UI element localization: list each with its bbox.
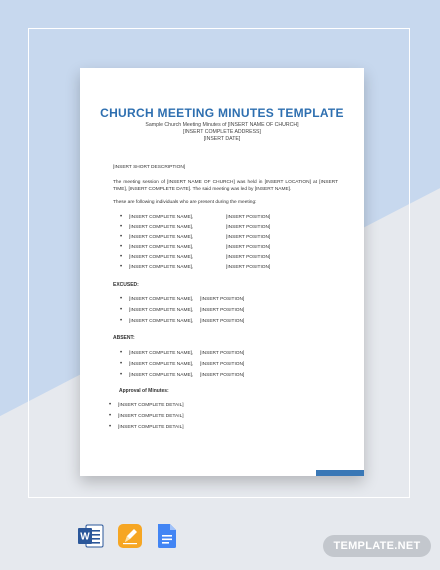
bullet: • bbox=[109, 424, 112, 430]
member-name: [INSERT COMPLETE NAME], bbox=[129, 255, 194, 260]
bullet: • bbox=[120, 234, 123, 240]
absent-label: ABSENT: bbox=[113, 335, 135, 341]
meeting-paragraph: The meeting session of [INSERT NAME OF CHURCH] was held in [INSERT LOCATION] at [INSERT TIME], [INSERT COMPLETE DATE]. The said meeting was led by [INSERT NAME]. bbox=[113, 180, 338, 192]
bullet: • bbox=[120, 318, 123, 324]
approval-detail: [INSERT COMPLETE DETAIL] bbox=[118, 425, 184, 430]
document-title: CHURCH MEETING MINUTES TEMPLATE bbox=[100, 106, 344, 120]
bullet: • bbox=[109, 413, 112, 419]
present-intro: These are following individuals who are present during the meeting: bbox=[113, 200, 257, 205]
bullet: • bbox=[120, 214, 123, 220]
bullet: • bbox=[120, 361, 123, 367]
member-name: [INSERT COMPLETE NAME], bbox=[129, 215, 194, 220]
member-name: [INSERT COMPLETE NAME], bbox=[129, 319, 194, 324]
member-position: [INSERT POSITION] bbox=[226, 255, 271, 260]
bullet: • bbox=[120, 307, 123, 313]
short-description: [INSERT SHORT DESCRIPTION] bbox=[113, 165, 186, 170]
approval-detail: [INSERT COMPLETE DETAIL] bbox=[118, 414, 184, 419]
google-docs-icon[interactable] bbox=[157, 524, 177, 548]
document-page bbox=[80, 68, 364, 476]
template-net-watermark: TEMPLATE.NET bbox=[323, 535, 431, 557]
svg-text:W: W bbox=[80, 531, 90, 543]
member-position: [INSERT POSITION] bbox=[200, 308, 245, 313]
pages-icon[interactable] bbox=[118, 524, 142, 548]
bullet: • bbox=[120, 296, 123, 302]
bullet: • bbox=[109, 402, 112, 408]
member-name: [INSERT COMPLETE NAME], bbox=[129, 308, 194, 313]
member-position: [INSERT POSITION] bbox=[226, 265, 271, 270]
subtitle-line: [INSERT DATE] bbox=[203, 136, 241, 142]
member-name: [INSERT COMPLETE NAME], bbox=[129, 225, 194, 230]
bullet: • bbox=[120, 254, 123, 260]
approval-detail: [INSERT COMPLETE DETAIL] bbox=[118, 403, 184, 408]
member-name: [INSERT COMPLETE NAME], bbox=[129, 297, 194, 302]
member-name: [INSERT COMPLETE NAME], bbox=[129, 362, 194, 367]
bullet: • bbox=[120, 264, 123, 270]
subtitle-line: [INSERT COMPLETE ADDRESS] bbox=[183, 129, 261, 135]
member-position: [INSERT POSITION] bbox=[200, 297, 245, 302]
member-position: [INSERT POSITION] bbox=[226, 245, 271, 250]
member-position: [INSERT POSITION] bbox=[200, 362, 245, 367]
page-footer-accent bbox=[316, 470, 364, 476]
bullet: • bbox=[120, 372, 123, 378]
member-position: [INSERT POSITION] bbox=[226, 235, 271, 240]
member-position: [INSERT POSITION] bbox=[200, 373, 245, 378]
bullet: • bbox=[120, 350, 123, 356]
bullet: • bbox=[120, 224, 123, 230]
member-name: [INSERT COMPLETE NAME], bbox=[129, 265, 194, 270]
member-name: [INSERT COMPLETE NAME], bbox=[129, 351, 194, 356]
approval-label: Approval of Minutes: bbox=[119, 388, 169, 394]
subtitle-line: Sample Church Meeting Minutes of [INSERT NAME OF CHURCH] bbox=[145, 122, 299, 128]
member-position: [INSERT POSITION] bbox=[226, 225, 271, 230]
excused-label: EXCUSED: bbox=[113, 282, 139, 288]
member-name: [INSERT COMPLETE NAME], bbox=[129, 235, 194, 240]
member-position: [INSERT POSITION] bbox=[200, 319, 245, 324]
document-subtitle bbox=[80, 122, 364, 143]
member-name: [INSERT COMPLETE NAME], bbox=[129, 373, 194, 378]
member-position: [INSERT POSITION] bbox=[200, 351, 245, 356]
bullet: • bbox=[120, 244, 123, 250]
member-position: [INSERT POSITION] bbox=[226, 215, 271, 220]
member-name: [INSERT COMPLETE NAME], bbox=[129, 245, 194, 250]
word-icon[interactable] bbox=[78, 524, 104, 548]
